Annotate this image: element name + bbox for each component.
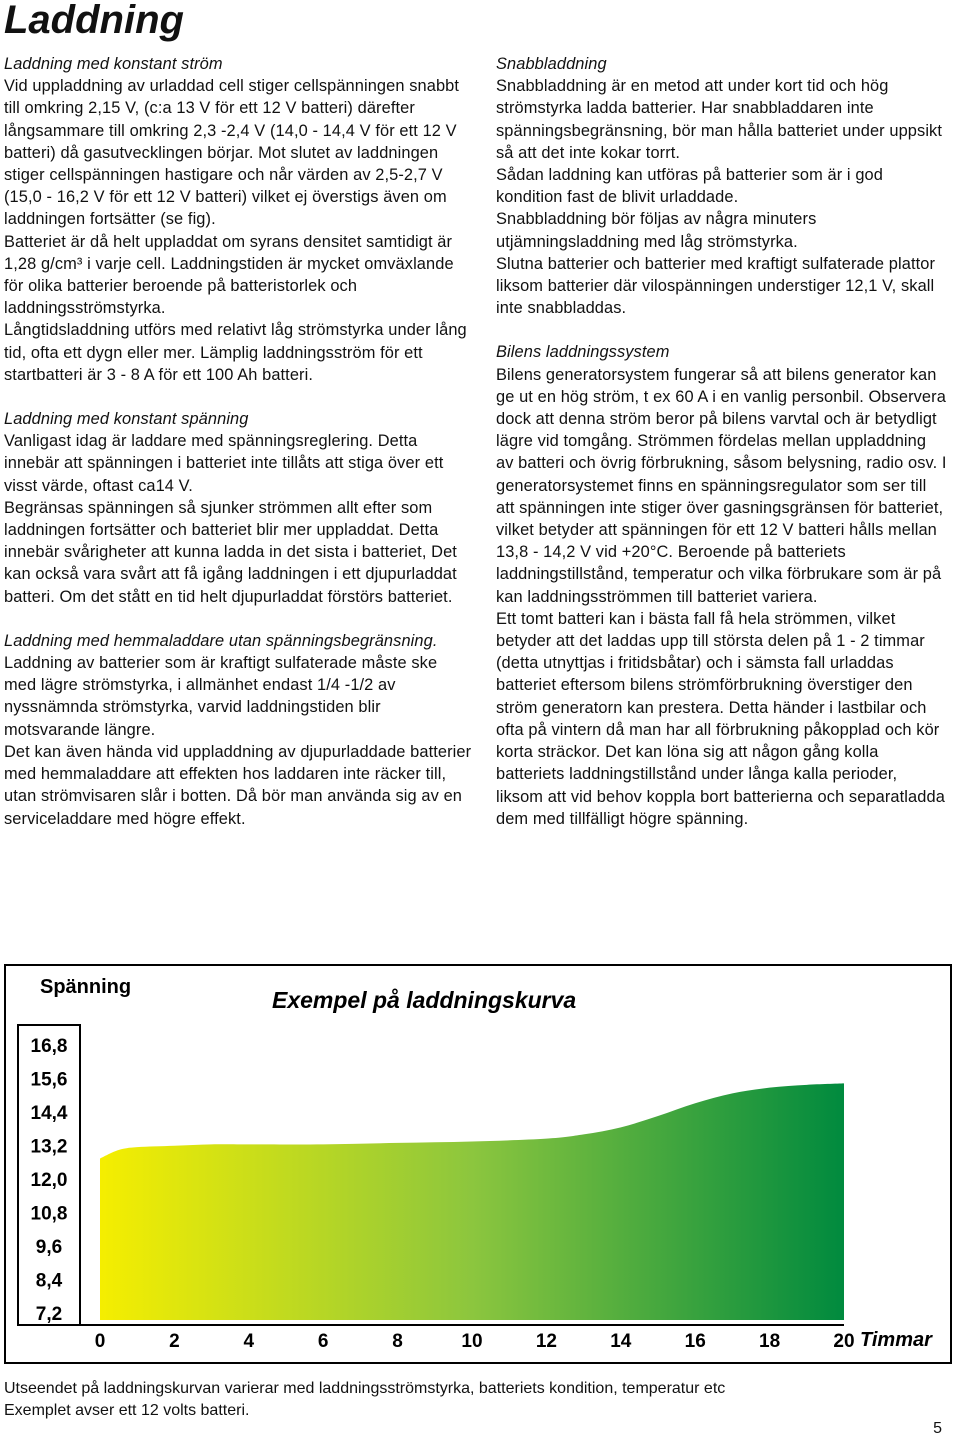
chart-xtick-label: 16 <box>684 1331 706 1352</box>
chart-ytick-label: 8,4 <box>35 1270 63 1292</box>
paragraph: Snabbladdning bör följas av några minuters utjämningsladdning med låg strömstyrka. <box>496 210 817 251</box>
paragraph: Vanligast idag är laddare med spänningsreglering. Detta innebär att spänningen i batteriet inte tillåts att stiga över ett visst värde, oftast ca14 V. <box>4 432 444 495</box>
chart-xtick-label: 14 <box>610 1331 632 1352</box>
chart-xlabel: Timmar <box>860 1329 932 1351</box>
chart-xtick-label: 12 <box>535 1331 557 1352</box>
paragraph: Bilens generatorsystem fungerar så att bilens generator kan ge ut en hög ström, t ex 60 A i en vanlig personbil. Observera dock att denna ström beror på bilens varvtal och är betydligt lägre vid tomgång. Strömmen fördelas mellan uppladdning av batteri och övrig förbrukning, såsom belysning, radio osv. I generatorsystemet finns en spänningsregulator som ser till att spänningen inte stiger över gasningsgränsen för batteriet, vilket betyder att spänningen för ett 12 V batteri hålls mellan 13,8 - 14,2 V vid +20°C. Beroende på batteriets laddningstillstånd, temperatur och vilka förbrukare som är på kan laddningsströmmen till batteriet variera. <box>496 365 947 606</box>
paragraph <box>4 630 472 741</box>
charging-curve-chart <box>4 964 952 1364</box>
chart-ytick-label: 10,8 <box>30 1203 68 1225</box>
chart-ytick-label: 14,4 <box>30 1103 68 1124</box>
section-heading: Snabbladdning <box>496 55 607 73</box>
chart-xtick-label: 10 <box>461 1331 483 1352</box>
paragraph: Ett tomt batteri kan i bästa fall få hela strömmen, vilket betyder att det laddas upp till största delen på 1 - 2 timmar (detta utnyttjas i fritidsbåtar) och i sämsta fall urladdas batteriet eftersom bilens strömförbrukning överstiger den ström generatorn kan prestera. Detta händer i lastbilar och ofta på vintern då man har all förbrukning påkopplad och kör korta sträckor. Det kan löna sig att någon gång kolla batteriets laddningstillstånd under långa kalla perioder, liksom att vid behov koppla bort batterierna och separatladda dem med tillfälligt högre spänning. <box>496 609 945 828</box>
page-number: 5 <box>933 1420 942 1437</box>
section-hemmaladdare <box>4 630 472 830</box>
chart-xtick-label: 8 <box>392 1331 403 1352</box>
paragraph: Sådan laddning kan utföras på batterier som är i god kondition fast de blivit urladdade. <box>496 166 883 207</box>
paragraph: Det kan även hända vid uppladdning av djupurladdade batterier med hemmaladdare att effekten hos laddaren inte räcker till, utan strömvisaren slår i botten. Då bör man använda sig av en serviceladdare med högre effekt. <box>4 742 472 828</box>
section-snabbladdning <box>496 53 948 319</box>
paragraph: Slutna batterier och batterier med kraftigt sulfaterade plattor liksom batterier där vilospänningen understiger 12,1 V, skall inte snabbladdas. <box>496 254 936 318</box>
page-title: Laddning <box>4 0 184 42</box>
chart-ytick-label: 15,6 <box>30 1069 68 1091</box>
section-heading: Laddning med konstant ström <box>4 55 223 73</box>
paragraph: Långtidsladdning utförs med relativt låg strömstyrka under lång tid, ofta ett dygn eller mer. Lämplig laddningsström för ett startbatteri är 3 - 8 A för ett 100 Ah batteri. <box>4 321 467 384</box>
paragraph: Vid uppladdning av urladdad cell stiger cellspänningen snabbt till omkring 2,15 V, (c:a 13 V för ett 12 V batteri) därefter långsammare till omkring 2,3 -2,4 V (14,0 - 14,4 V för ett 12 V batteri) då gasutvecklingen börjar. Mot slutet av laddningen stiger cellspänningen hastigare och når värden av 2,5-2,7 V (15,0 - 16,2 V för ett 12 V batteri) vilket ej överstigs även om laddningen fortsätter (se fig). <box>4 77 460 229</box>
caption-line: Utseendet på laddningskurvan varierar med laddningsströmstyrka, batteriets kondition, temperatur etc <box>4 1380 726 1397</box>
chart-xtick-label: 18 <box>759 1331 781 1352</box>
section-konstant-strom <box>4 53 472 386</box>
chart-ytick-label: 13,2 <box>30 1136 68 1158</box>
chart-ytick-label: 7,2 <box>35 1304 63 1325</box>
chart-ylabel: Spänning <box>40 976 132 998</box>
chart-ytick-label: 16,8 <box>30 1036 68 1057</box>
chart-svg <box>4 964 952 1364</box>
chart-title: Exempel på laddningskurva <box>272 987 577 1013</box>
section-heading: Bilens laddningssystem <box>496 343 670 362</box>
chart-xtick-label: 2 <box>169 1331 180 1352</box>
chart-ytick-label: 12,0 <box>30 1170 68 1191</box>
chart-xtick-label: 20 <box>833 1331 855 1352</box>
left-column <box>4 53 472 830</box>
chart-caption <box>4 1378 944 1422</box>
chart-xtick-label: 4 <box>243 1331 255 1352</box>
section-heading: Laddning med konstant spänning <box>4 410 249 429</box>
paragraph-text: Laddning av batterier som är kraftigt sulfaterade måste ske med lägre strömstyrka, i allmänhet endast 1/4 -1/2 av nyssnämnda strömstyrka, varvid laddningstiden blir motsvarande längre. <box>4 654 438 739</box>
paragraph: Batteriet är då helt uppladdat om syrans densitet samtidigt är 1,28 g/cm³ i varje cell. Laddningstiden är mycket omväxlande för olika batterier beroende på batteristorlek och laddningsströmstyrka. <box>4 232 454 318</box>
chart-xtick-label: 0 <box>94 1331 106 1352</box>
chart-ytick-label: 9,6 <box>35 1237 63 1258</box>
paragraph: Snabbladdning är en metod att under kort tid och hög strömstyrka ladda batterier. Har snabbladdaren inte spänningsbegränsning, bör man hålla batteriet under uppsikt så att det inte kokar torrt. <box>496 77 943 162</box>
section-konstant-spanning <box>4 408 472 608</box>
right-column <box>496 53 948 830</box>
section-heading: Laddning med hemmaladdare utan spänningsbegränsning. <box>4 631 438 650</box>
caption-line: Exemplet avser ett 12 volts batteri. <box>4 1402 250 1419</box>
paragraph: Begränsas spänningen så sjunker strömmen allt efter som laddningen fortsätter och batteriet blir mer uppladdat. Detta innebär svårigheter att kunna ladda in det sista i batteriet, Det kan också vara svårt att få igång laddningen i ett djupurladdat batteri. Om det stått en tid helt djupurladdat förstörs batteriet. <box>4 498 457 606</box>
chart-xtick-label: 6 <box>317 1331 329 1352</box>
section-bilens-laddningssystem <box>496 341 948 829</box>
